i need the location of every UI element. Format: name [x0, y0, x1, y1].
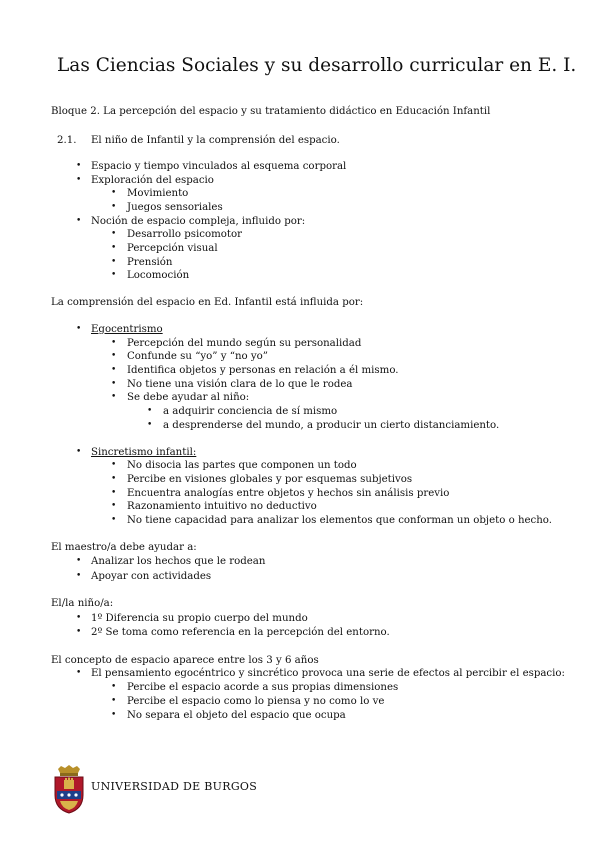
- list-item: No tiene una visión clara de lo que le rodea: [127, 379, 353, 390]
- list-item: Noción de espacio compleja, influido por:: [91, 216, 306, 227]
- list-item: Se debe ayudar al niño:: [127, 392, 250, 403]
- bullet: •: [111, 392, 117, 402]
- bullet: •: [111, 515, 117, 525]
- list-item: Razonamiento intuitivo no deductivo: [127, 501, 317, 512]
- list-item: Prensión: [127, 257, 173, 268]
- bullet: •: [111, 270, 117, 280]
- list-item: No tiene capacidad para analizar los elementos que conforman un objeto o hecho.: [127, 515, 553, 526]
- list-item: Identifica objetos y personas en relación a él mismo.: [127, 365, 399, 376]
- maestro-heading: El maestro/a debe ayudar a:: [51, 542, 197, 553]
- nino-heading: El/la niño/a:: [51, 598, 114, 609]
- list-item: Apoyar con actividades: [91, 571, 212, 582]
- bullet: •: [111, 379, 117, 389]
- bullet: •: [76, 216, 82, 226]
- university-name: UNIVERSIDAD DE BURGOS: [91, 780, 258, 793]
- list-item: a adquirir conciencia de sí mismo: [163, 406, 338, 417]
- section-title: El niño de Infantil y la comprensión del espacio.: [91, 135, 340, 146]
- block-heading: Bloque 2. La percepción del espacio y su tratamiento didáctico en Educación Infantil: [51, 106, 491, 117]
- bullet: •: [111, 351, 117, 361]
- section-number: 2.1.: [57, 135, 77, 146]
- list-item: 1º Diferencia su propio cuerpo del mundo: [91, 613, 308, 624]
- bullet: •: [111, 460, 117, 470]
- intro-paragraph: La comprensión del espacio en Ed. Infantil está influida por:: [51, 297, 364, 308]
- bullet: •: [111, 365, 117, 375]
- egocentrismo-heading: Egocentrismo: [91, 324, 163, 335]
- document-title: Las Ciencias Sociales y su desarrollo curricular en E. I.: [57, 55, 577, 76]
- list-item: Locomoción: [127, 270, 190, 281]
- list-item: Analizar los hechos que le rodean: [91, 556, 266, 567]
- bullet: •: [111, 710, 117, 720]
- bullet: •: [147, 406, 153, 416]
- list-item: Percibe el espacio acorde a sus propias dimensiones: [127, 682, 399, 693]
- list-item: 2º Se toma como referencia en la percepción del entorno.: [91, 627, 390, 638]
- bullet: •: [76, 324, 82, 334]
- bullet: •: [111, 474, 117, 484]
- bullet: •: [76, 161, 82, 171]
- bullet: •: [111, 338, 117, 348]
- university-crest-icon: [52, 765, 86, 815]
- bullet: •: [76, 571, 82, 581]
- bullet: •: [111, 188, 117, 198]
- bullet: •: [111, 202, 117, 212]
- bullet: •: [147, 420, 153, 430]
- bullet: •: [76, 175, 82, 185]
- list-item: Desarrollo psicomotor: [127, 229, 242, 240]
- list-item: Confunde su “yo” y “no yo”: [127, 351, 268, 362]
- sincretismo-heading: Sincretismo infantil:: [91, 447, 197, 458]
- list-item: No separa el objeto del espacio que ocupa: [127, 710, 346, 721]
- list-item: Movimiento: [127, 188, 189, 199]
- bullet: •: [111, 488, 117, 498]
- list-item: No disocia las partes que componen un todo: [127, 460, 357, 471]
- bullet: •: [111, 257, 117, 267]
- list-item: Juegos sensoriales: [127, 202, 223, 213]
- bullet: •: [76, 556, 82, 566]
- bullet: •: [111, 229, 117, 239]
- list-item: Espacio y tiempo vinculados al esquema corporal: [91, 161, 347, 172]
- concepto-heading: El concepto de espacio aparece entre los 3 y 6 años: [51, 655, 319, 666]
- list-item: a desprenderse del mundo, a producir un cierto distanciamiento.: [163, 420, 500, 431]
- list-item: Percepción del mundo según su personalidad: [127, 338, 362, 349]
- bullet: •: [76, 668, 82, 678]
- list-item: Percibe el espacio como lo piensa y no como lo ve: [127, 696, 385, 707]
- bullet: •: [76, 613, 82, 623]
- bullet: •: [76, 447, 82, 457]
- list-item: Percepción visual: [127, 243, 218, 254]
- bullet: •: [111, 501, 117, 511]
- list-item: El pensamiento egocéntrico y sincrético provoca una serie de efectos al percibir el espacio:: [91, 668, 565, 679]
- list-item: Encuentra analogías entre objetos y hechos sin análisis previo: [127, 488, 450, 499]
- bullet: •: [111, 682, 117, 692]
- list-item: Exploración del espacio: [91, 175, 214, 186]
- bullet: •: [76, 627, 82, 637]
- list-item: Percibe en visiones globales y por esquemas subjetivos: [127, 474, 413, 485]
- bullet: •: [111, 243, 117, 253]
- bullet: •: [111, 696, 117, 706]
